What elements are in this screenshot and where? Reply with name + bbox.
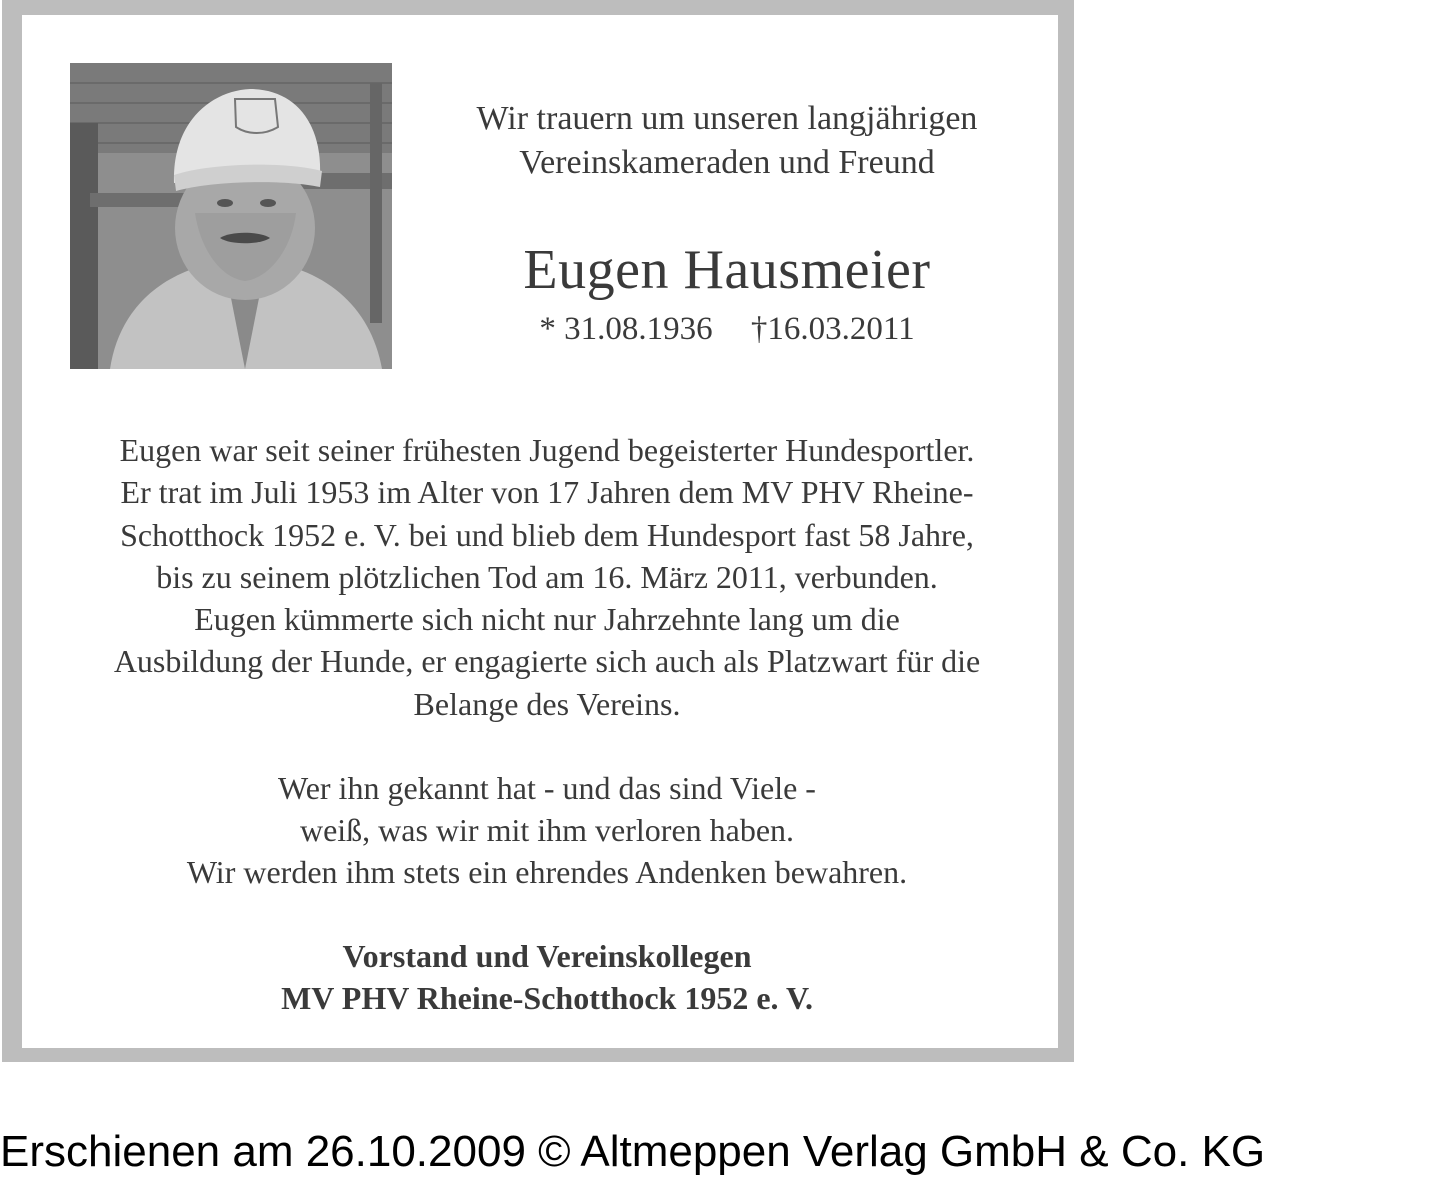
body-line: Eugen kümmerte sich nicht nur Jahrzehnte lang um die	[194, 601, 900, 638]
body-line: Belange des Vereins.	[413, 685, 681, 722]
intro-line: Vereinskameraden und Freund	[519, 144, 935, 181]
intro-text	[412, 97, 1042, 185]
body-line: Schotthock 1952 e. V. bei und blieb dem Hundesport fast 58 Jahre,	[120, 516, 974, 553]
publication-footer: Erschienen am 26.10.2009 © Altmeppen Verlag GmbH & Co. KG	[0, 1127, 1266, 1176]
closing-line: Wir werden ihm stets ein ehrendes Andenken bewahren.	[186, 854, 908, 890]
birth-date: * 31.08.1936	[539, 311, 713, 347]
intro-line: Wir trauern um unseren langjährigen	[476, 100, 978, 137]
signature-line: Vorstand und Vereinskollegen	[342, 938, 752, 974]
body-line: Ausbildung der Hunde, er engagierte sich auch als Platzwart für die	[113, 643, 981, 680]
deceased-name: Eugen Hausmeier	[523, 239, 931, 301]
body-line: Eugen war seit seiner frühesten Jugend begeisterter Hundesportler.	[119, 432, 975, 468]
obituary-card	[22, 15, 1058, 1048]
signature-line: MV PHV Rheine-Schotthock 1952 e. V.	[281, 980, 813, 1016]
closing-line: weiß, was wir mit ihm verloren haben.	[299, 812, 795, 848]
signature	[42, 935, 1052, 1019]
portrait-photo	[70, 63, 392, 369]
closing-line: Wer ihn gekannt hat - und das sind Viele -	[278, 770, 816, 806]
closing-text	[42, 767, 1052, 893]
obituary-frame	[2, 0, 1074, 1062]
life-dates	[412, 309, 1042, 349]
death-date: †16.03.2011	[750, 311, 915, 347]
body-line: Er trat im Juli 1953 im Alter von 17 Jahren dem MV PHV Rheine-	[120, 474, 974, 511]
obituary-body	[42, 429, 1052, 725]
body-line: bis zu seinem plötzlichen Tod am 16. März 2011, verbunden.	[156, 558, 938, 595]
